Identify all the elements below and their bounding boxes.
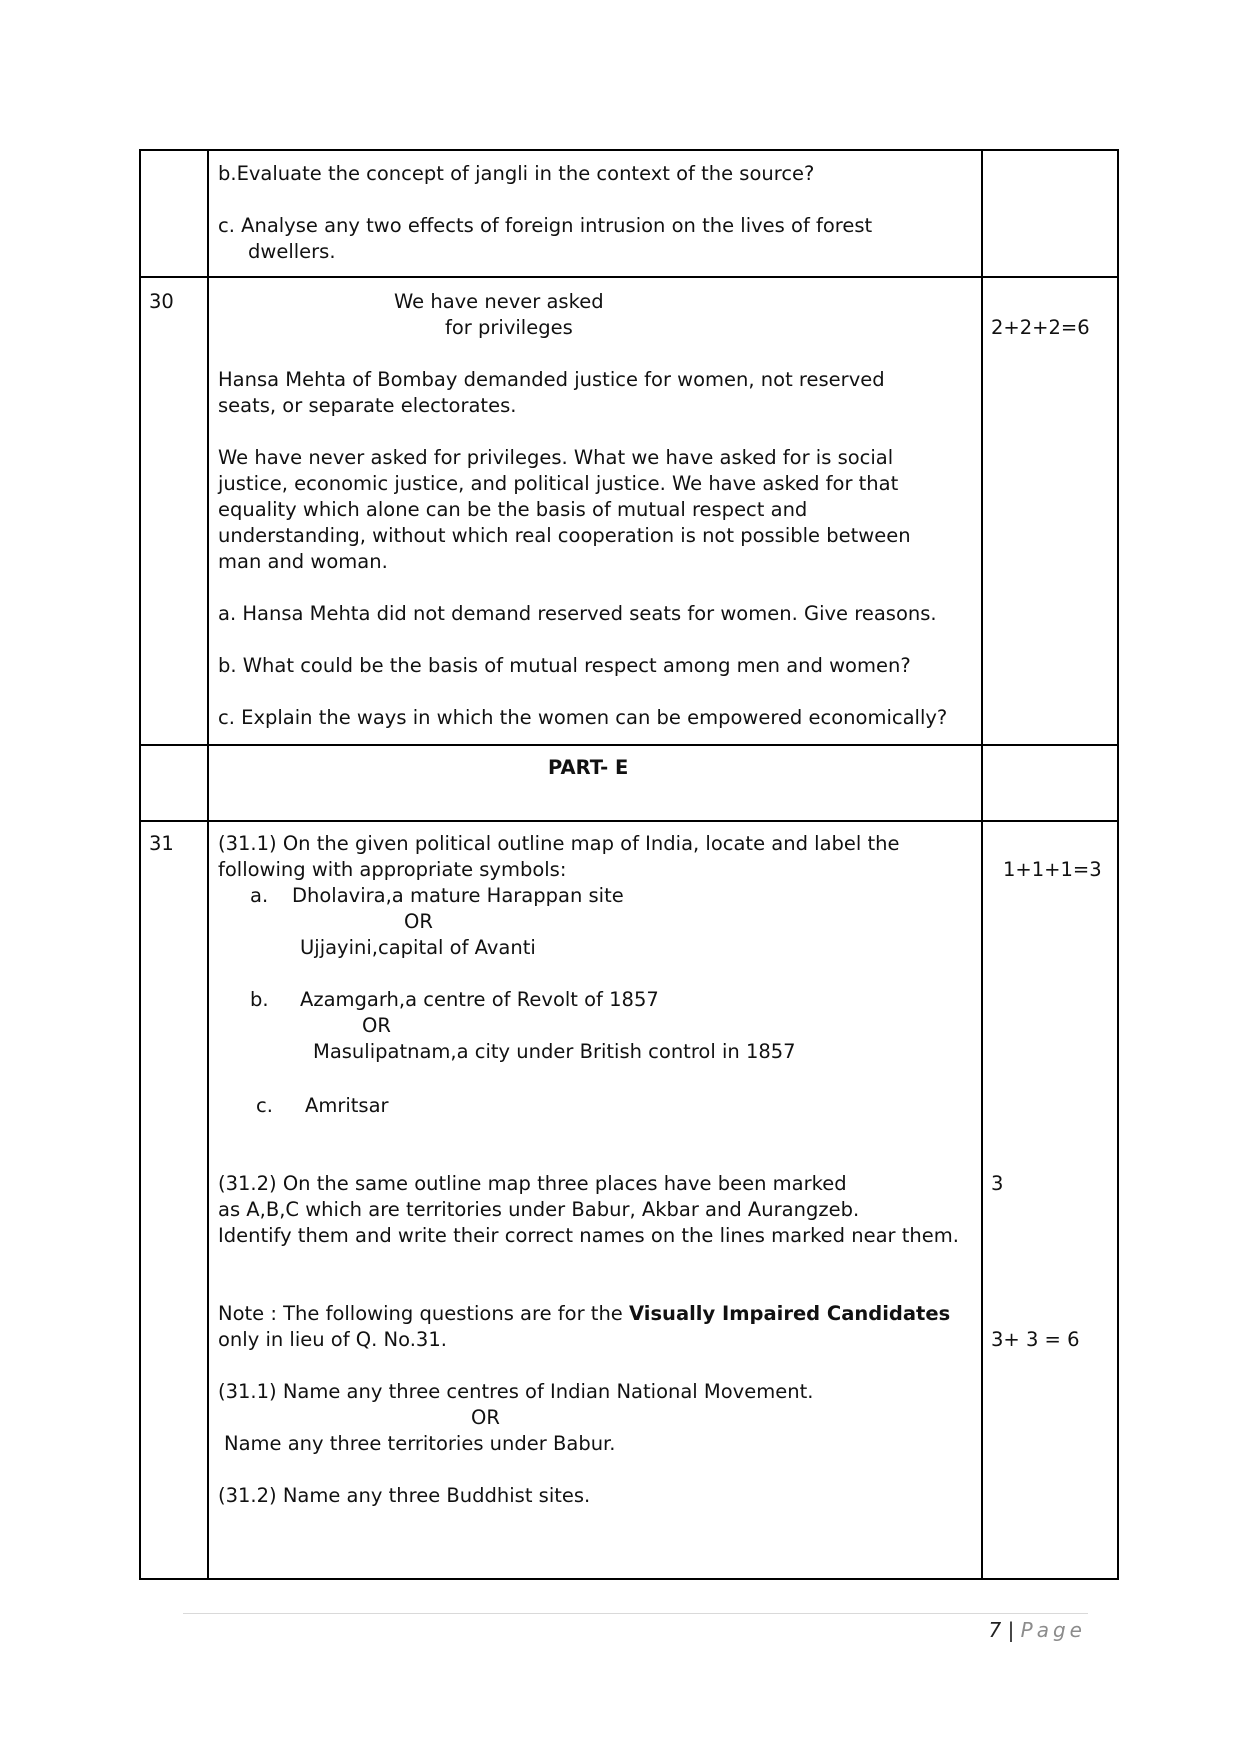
footer-rule [183,1613,1088,1614]
q30-source-title-line1: We have never asked [394,290,604,313]
q31-c-label: c. [256,1094,273,1117]
page-word: Page [1020,1618,1086,1642]
vi-31-1-alt-text: Name any three territories under Babur. [224,1432,616,1455]
q31-1-text-line2: following with appropriate symbols: [218,858,567,881]
q30-intro-line1: Hansa Mehta of Bombay demanded justice for women, not reserved [218,368,885,391]
q30-c-text: c. Explain the ways in which the women can be empowered economically? [218,706,948,729]
vi-31-1-text: (31.1) Name any three centres of Indian National Movement. [218,1380,814,1403]
q30-intro-line2: seats, or separate electorates. [218,394,517,417]
q31-2-marks: 3 [991,1172,1004,1195]
q31-2-text-line3: Identify them and write their correct names on the lines marked near them. [218,1224,959,1247]
q29-c-text-line1: c. Analyse any two effects of foreign intrusion on the lives of forest [218,214,873,237]
q31-a-or: OR [404,910,433,933]
q30-quote-line1: We have never asked for privileges. What we have asked for is social [218,446,894,469]
vi-note-emphasis: Visually Impaired Candidates [629,1302,951,1325]
q30-b-text: b. What could be the basis of mutual respect among men and women? [218,654,911,677]
table-col-divider-1 [207,149,209,1580]
q30-quote-line4: understanding, without which real cooperation is not possible between [218,524,911,547]
q30-marks: 2+2+2=6 [991,316,1090,339]
table-row-divider-3 [139,820,1119,822]
vi-note-line1 [218,1302,950,1326]
page-number-separator: | [1007,1618,1015,1642]
q31-number: 31 [149,832,174,855]
q31-1-text-line1: (31.1) On the given political outline map of India, locate and label the [218,832,900,855]
q30-source-title-line2: for privileges [445,316,573,339]
table-border-left [139,149,141,1580]
q30-quote-line3: equality which alone can be the basis of mutual respect and [218,498,808,521]
q31-b-text: Azamgarh,a centre of Revolt of 1857 [300,988,659,1011]
q30-a-text: a. Hansa Mehta did not demand reserved seats for women. Give reasons. [218,602,937,625]
q31-2-text-line1: (31.2) On the same outline map three places have been marked [218,1172,847,1195]
table-row-divider-1 [139,276,1119,278]
vi-31-1-or: OR [471,1406,500,1429]
q31-b-label: b. [250,988,269,1011]
q29-c-text-line2: dwellers. [248,240,336,263]
q31-b-alt-text: Masulipatnam,a city under British control in 1857 [313,1040,796,1063]
page-number-value: 7 [988,1618,1002,1642]
q31-a-label: a. [250,884,269,907]
table-border-right [1117,149,1119,1580]
table-border-bottom [139,1578,1119,1580]
q29-b-text: b.Evaluate the concept of jangli in the context of the source? [218,162,815,185]
vi-note-prefix: Note : The following questions are for the [218,1302,630,1325]
q30-number: 30 [149,290,174,313]
q31-2-text-line2: as A,B,C which are territories under Babur, Akbar and Aurangzeb. [218,1198,860,1221]
q30-quote-line2: justice, economic justice, and political justice. We have asked for that [218,472,899,495]
table-border-top [139,149,1119,151]
vi-31-2-text: (31.2) Name any three Buddhist sites. [218,1484,591,1507]
part-e-heading: PART- E [548,756,629,779]
table-col-divider-2 [981,149,983,1580]
page-number [988,1618,1086,1642]
q30-quote-line5: man and woman. [218,550,388,573]
q31-b-or: OR [362,1014,391,1037]
vi-note-line2: only in lieu of Q. No.31. [218,1328,447,1351]
q31-a-text: Dholavira,a mature Harappan site [292,884,624,907]
q31-a-alt-text: Ujjayini,capital of Avanti [300,936,536,959]
q31-1-marks: 1+1+1=3 [1003,858,1102,881]
vi-marks: 3+ 3 = 6 [991,1328,1080,1351]
q31-c-text: Amritsar [305,1094,389,1117]
table-row-divider-2 [139,744,1119,746]
